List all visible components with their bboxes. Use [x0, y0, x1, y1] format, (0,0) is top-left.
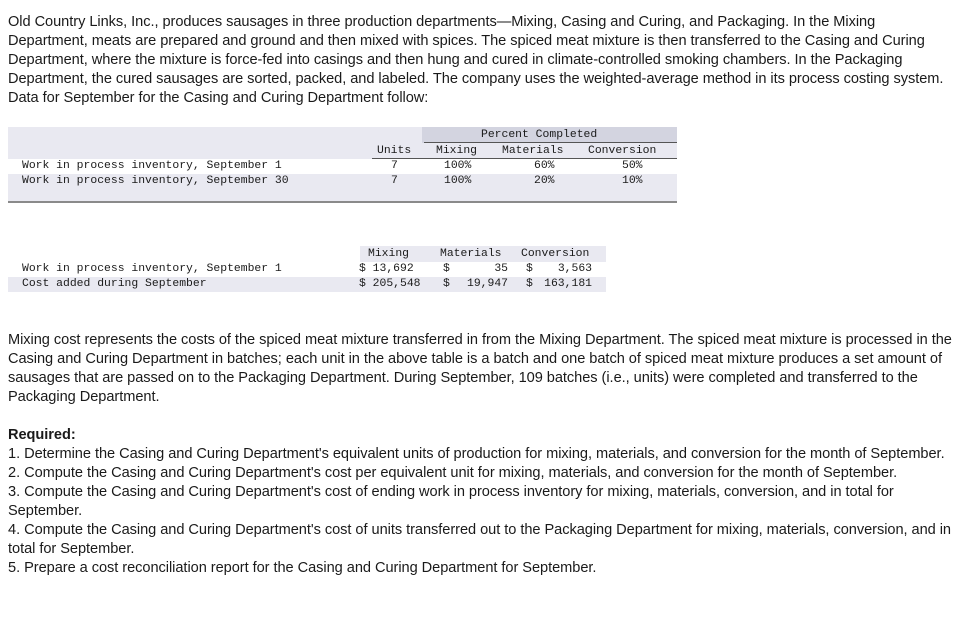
row-materials-sign: $ — [443, 278, 450, 290]
row-conversion-sign: $ — [526, 263, 533, 275]
required-item: 2. Compute the Casing and Curing Department's cost per equivalent unit for mixing, materials, and conversion for the month of September. — [8, 465, 898, 481]
required-title: Required: — [8, 427, 76, 443]
row-materials-sign: $ — [443, 263, 450, 275]
header-materials: Materials — [440, 248, 502, 260]
row-materials: 20% — [534, 175, 555, 187]
row-conversion-sign: $ — [526, 278, 533, 290]
header-mixing: Mixing — [368, 248, 410, 260]
header-conversion: Conversion — [588, 145, 657, 157]
required-section — [8, 426, 958, 578]
header-rule — [424, 142, 677, 143]
row-conversion: 3,563 — [557, 263, 592, 275]
row-mixing: $ 205,548 — [359, 278, 421, 290]
header-mixing: Mixing — [436, 145, 478, 157]
row-units: 7 — [391, 175, 398, 187]
header-materials: Materials — [502, 145, 564, 157]
row-conversion: 10% — [622, 175, 643, 187]
cost-table — [8, 246, 606, 296]
row-mixing: 100% — [444, 175, 472, 187]
header-units: Units — [377, 145, 412, 157]
row-label: Cost added during September — [22, 278, 207, 290]
row-label: Work in process inventory, September 1 — [22, 160, 282, 172]
row-materials: 19,947 — [466, 278, 508, 290]
row-materials: 35 — [494, 263, 508, 275]
mixing-cost-paragraph: Mixing cost represents the costs of the spiced meat mixture transferred in from the Mixing Department. The spiced meat mixture is processed in the Casing and Curing Department in batches; each unit in the above table is a batch and one batch of spiced meat mixture produces a set amount of sausages that are passed on to the Packaging Department. During September, 109 batches (i.e., units) were completed and transferred to the Packaging Department. — [8, 332, 952, 405]
required-item: 1. Determine the Casing and Curing Department's equivalent units of production for mixing, materials, and conversion for the month of September. — [8, 446, 945, 462]
required-item: 3. Compute the Casing and Curing Department's cost of ending work in process inventory for mixing, materials, conversion, and in total for September. — [8, 484, 894, 519]
header-conversion: Conversion — [521, 248, 590, 260]
intro-paragraph: Old Country Links, Inc., produces sausages in three production departments—Mixing, Casing and Curing, and Packaging. In the Mixing Department, meats are prepared and ground and then mixed with spices. The spiced meat mixture is then transferred to the Casing and Curing Department, where the mixture is force-fed into casings and then hung and cured in climate-controlled smoking chambers. In the Packaging Department, the cured sausages are sorted, packed, and labeled. The company uses the weighted-average method in its process costing system. Data for September for the Casing and Curing Department follow: — [8, 14, 944, 106]
row-units: 7 — [391, 160, 398, 172]
row-mixing: $ 13,692 — [359, 263, 414, 275]
row-materials: 60% — [534, 160, 555, 172]
row-label: Work in process inventory, September 1 — [22, 263, 282, 275]
required-item: 4. Compute the Casing and Curing Department's cost of units transferred out to the Packaging Department for mixing, materials, conversion, and in total for September. — [8, 522, 951, 557]
percent-completed-table — [8, 127, 677, 203]
row-label: Work in process inventory, September 30 — [22, 175, 289, 187]
header-percent-completed: Percent Completed — [481, 129, 598, 141]
row-conversion: 50% — [622, 160, 643, 172]
row-mixing: 100% — [444, 160, 472, 172]
row-conversion: 163,181 — [544, 278, 592, 290]
required-item: 5. Prepare a cost reconciliation report for the Casing and Curing Department for September. — [8, 560, 597, 576]
